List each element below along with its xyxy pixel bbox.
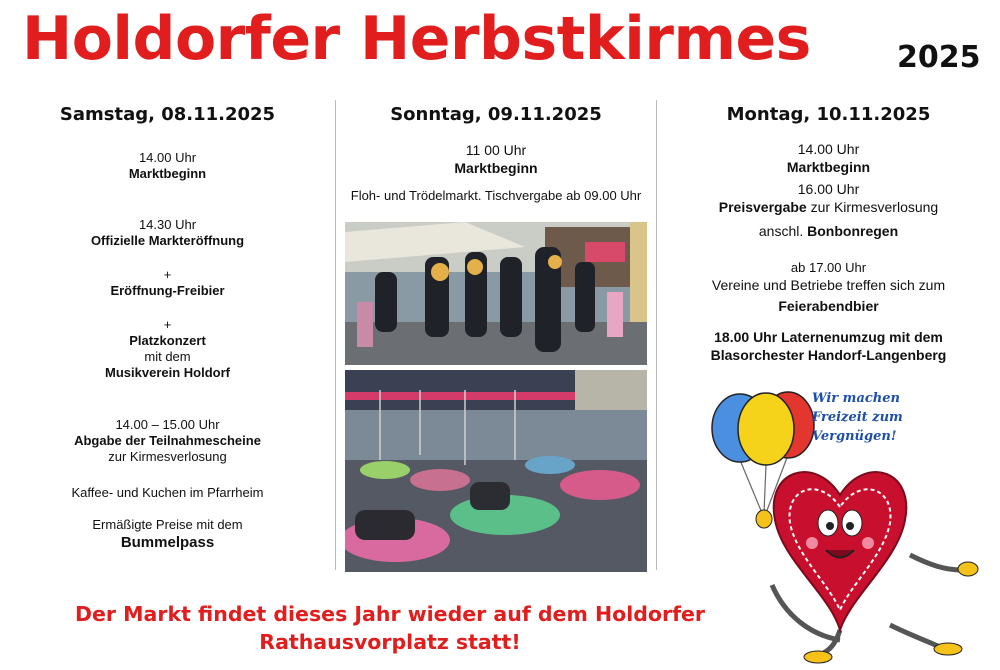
saturday-bummelpass-label: Bummelpass [120, 534, 215, 551]
monday-bonbon-pre: anschl. [758, 223, 808, 239]
heart-mascot-icon [756, 472, 978, 663]
monday-prize-rest: zur Kirmesverlosung [806, 199, 939, 215]
mascot-slogan-line1: Wir machen [812, 391, 900, 406]
monday-feierabend-time: ab 17.00 Uhr [790, 260, 867, 275]
monday-feierabend-label: Feierabendbier [778, 298, 879, 314]
monday-start-block [657, 140, 1000, 176]
saturday-tickets-time: 14.00 – 15.00 Uhr [115, 417, 220, 432]
sunday-flea-market-note: Floh- und Trödelmarkt. Tischvergabe ab 09.00 Uhr [350, 188, 642, 203]
mascot-slogan-line3: Vergnügen! [812, 429, 897, 444]
saturday-date: Samstag, 08.11.2025 [59, 104, 276, 125]
saturday-freibier-label: Eröffnung-Freibier [110, 283, 225, 298]
sunday-start-label: Marktbeginn [454, 160, 538, 176]
monday-prize-time: 16.00 Uhr [797, 181, 860, 197]
monday-lantern-line2: Blasorchester Handorf-Langenberg [710, 347, 947, 363]
monday-start-label: Marktbeginn [786, 159, 871, 175]
location-notice-line2: Rathausvorplatz statt! [259, 630, 521, 654]
sunday-date: Sonntag, 09.11.2025 [390, 104, 602, 125]
saturday-start-block [0, 150, 335, 182]
monday-lantern-block [657, 328, 1000, 364]
saturday-bummelpass-text: Ermäßigte Preise mit dem [92, 517, 243, 532]
saturday-freibier-block [0, 267, 335, 299]
saturday-start-time: 14.00 Uhr [138, 150, 197, 165]
monday-column [657, 0, 1000, 380]
monday-prize-label: Preisvergabe [718, 199, 807, 215]
sunday-start-block [336, 141, 656, 177]
saturday-concert-label: Platzkonzert [129, 333, 206, 348]
saturday-tickets-block [0, 417, 335, 465]
monday-prize-block [657, 180, 1000, 216]
saturday-column [0, 0, 335, 666]
sunday-start-time: 11 00 Uhr [465, 142, 527, 158]
saturday-tickets-sub: zur Kirmesverlosung [108, 449, 227, 464]
saturday-concert-name: Musikverein Holdorf [105, 365, 230, 380]
location-notice-line1: Der Markt findet dieses Jahr wieder auf dem Holdorfer [74, 602, 706, 626]
monday-bonbon-line [657, 222, 1000, 240]
mascot-slogan-line2: Freizeit zum [812, 410, 903, 425]
heart-mascot-illustration [700, 385, 990, 665]
monday-feierabend-text: Vereine und Betriebe treffen sich zum [711, 277, 946, 293]
plus-sign: + [163, 317, 172, 332]
saturday-opening-block [0, 217, 335, 249]
saturday-bummelpass-block [0, 517, 335, 553]
brass-band-photo [345, 222, 647, 365]
monday-date: Montag, 10.11.2025 [726, 104, 931, 125]
monday-bonbon-label: Bonbonregen [807, 223, 899, 239]
plus-sign: + [163, 267, 172, 282]
saturday-coffee-text: Kaffee- und Kuchen im Pfarrheim [71, 485, 264, 500]
saturday-start-label: Marktbeginn [128, 166, 207, 181]
bumper-cars-photo [345, 370, 647, 572]
saturday-concert-block [0, 317, 335, 381]
monday-lantern-line1: 18.00 Uhr Laternenumzug mit dem [714, 329, 943, 345]
saturday-tickets-label: Abgabe der Teilnahmescheine [74, 433, 261, 448]
event-title: Holdorfer Herbstkirmes [22, 4, 811, 74]
mascot-slogan [812, 389, 962, 446]
location-notice [40, 600, 740, 656]
saturday-opening-time: 14.30 Uhr [138, 217, 197, 232]
saturday-concert-sub: mit dem [144, 349, 191, 364]
monday-feierabend-block [657, 260, 1000, 315]
monday-start-time: 14.00 Uhr [797, 141, 860, 157]
event-year: 2025 [897, 40, 981, 75]
saturday-opening-label: Offizielle Markteröffnung [90, 233, 245, 248]
